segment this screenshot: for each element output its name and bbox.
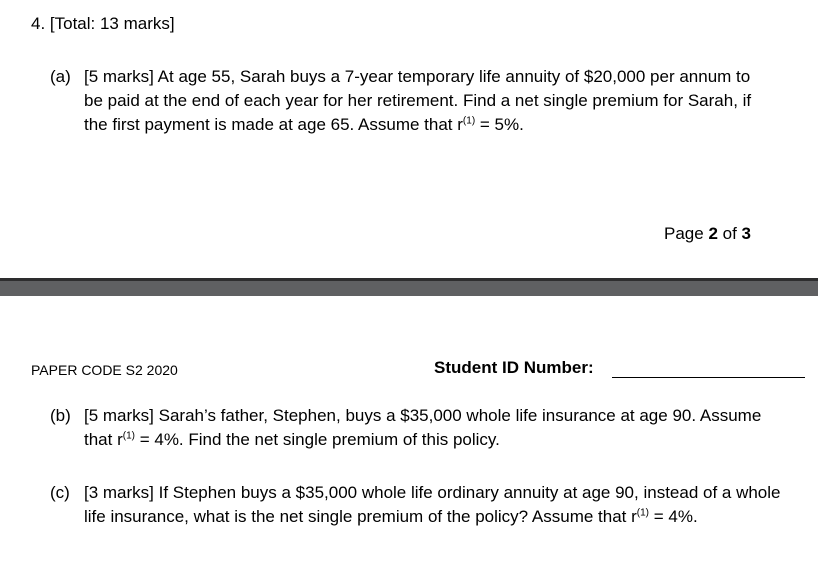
part-b-text xyxy=(84,404,770,452)
question-part-a xyxy=(50,65,755,137)
part-b-rate-value: = 4%. Find the net single premium of this policy. xyxy=(134,430,500,449)
question-part-b xyxy=(50,404,770,452)
part-a-main-text: [5 marks] At age 55, Sarah buys a 7-year temporary life annuity of $20,000 per annum to be paid at the end of each year for her retirement. Find a net single premium for Sarah, if the first payment is made at age 65. Assume that r xyxy=(84,67,752,134)
part-c-label: (c) xyxy=(50,483,70,502)
part-a-rate-superscript: (1) xyxy=(462,115,476,127)
part-b-label: (b) xyxy=(50,406,71,425)
student-id-label: Student ID Number: xyxy=(434,358,594,377)
paper-code: PAPER CODE S2 2020 xyxy=(31,362,178,378)
part-c-text xyxy=(84,481,785,529)
part-b-main-text: [5 marks] Sarah’s father, Stephen, buys a $35,000 whole life insurance at age 90. Assume that r xyxy=(84,406,762,449)
page-number-current: 2 xyxy=(708,224,718,243)
part-c-rate-superscript: (1) xyxy=(636,507,650,519)
part-c-rate-value: = 4%. xyxy=(649,507,698,526)
student-id-underline xyxy=(612,377,805,378)
part-a-text xyxy=(84,65,755,137)
page-number xyxy=(664,223,751,245)
part-a-rate-value: = 5%. xyxy=(475,115,524,134)
page-number-total: 3 xyxy=(741,224,751,243)
part-a-label: (a) xyxy=(50,67,71,86)
part-c-main-text: [3 marks] If Stephen buys a $35,000 whole life ordinary annuity at age 90, instead of a whole life insurance, what is the net single premium of the policy? Assume that r xyxy=(84,483,781,526)
page-number-middle: of xyxy=(717,224,742,243)
part-b-rate-superscript: (1) xyxy=(122,430,135,442)
question-part-c xyxy=(50,481,785,529)
page-break-divider xyxy=(0,278,818,296)
question-header: 4. [Total: 13 marks] xyxy=(31,14,175,33)
page-number-prefix: Page xyxy=(664,224,709,243)
